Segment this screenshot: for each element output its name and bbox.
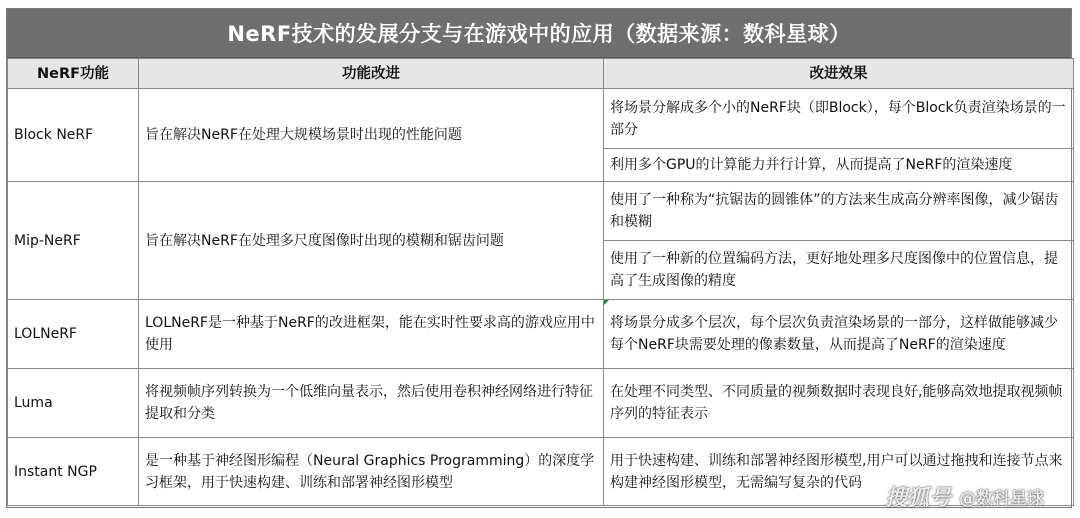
feature-cell: Luma <box>8 369 139 438</box>
feature-cell: Mip-NeRF <box>8 182 139 300</box>
effect-cell: 使用了一种称为“抗锯齿的圆锥体”的方法来生成高分辨率图像，减少锯齿和模糊 <box>604 182 1074 241</box>
header-feature: NeRF功能 <box>8 59 139 89</box>
improvement-cell: 旨在解决NeRF在处理大规模场景时出现的性能问题 <box>139 89 604 182</box>
effect-cell: 利用多个GPU的计算能力并行计算，从而提高了NeRF的渲染速度 <box>604 149 1074 182</box>
watermark-handle: @数科星球 <box>959 489 1044 509</box>
table-row <box>8 438 1074 506</box>
improvement-cell: LOLNeRF是一种基于NeRF的改进框架，能在实时性要求高的游戏应用中使用 <box>139 300 604 369</box>
header-effect: 改进效果 <box>604 59 1074 89</box>
feature-cell: Block NeRF <box>8 89 139 182</box>
table-row <box>8 369 1074 438</box>
improvement-cell: 是一种基于神经图形编程（Neural Graphics Programming）的深度学习框架，用于快速构建、训练和部署神经图形模型 <box>139 438 604 506</box>
feature-cell: LOLNeRF <box>8 300 139 369</box>
effect-cell: 在处理不同类型、不同质量的视频数据时表现良好,能够高效地提取视频帧序列的特征表示 <box>604 369 1074 438</box>
improvement-cell: 旨在解决NeRF在处理多尺度图像时出现的模糊和锯齿问题 <box>139 182 604 300</box>
effect-cell: 用于快速构建、训练和部署神经图形模型,用户可以通过拖拽和连接节点来构建神经图形模型，无需编写复杂的代码 <box>604 438 1074 506</box>
table-row <box>8 300 1074 369</box>
table-frame <box>6 8 1072 508</box>
watermark-logo: 搜狐号 <box>884 486 951 511</box>
effect-cell: 将场景分解成多个小的NeRF块（即Block），每个Block负责渲染场景的一部分 <box>604 89 1074 149</box>
table-row <box>8 89 1074 149</box>
effect-cell: 将场景分成多个层次，每个层次负责渲染场景的一部分，这样做能够减少每个NeRF块需要处理的像素数量，从而提高了NeRF的渲染速度 <box>604 300 1074 369</box>
header-row <box>8 59 1074 89</box>
improvement-cell: 将视频帧序列转换为一个低维向量表示，然后使用卷积神经网络进行特征提取和分类 <box>139 369 604 438</box>
cell-corner-marker <box>604 300 609 305</box>
nerf-table <box>7 58 1074 506</box>
table-row <box>8 182 1074 241</box>
header-improvement: 功能改进 <box>139 59 604 89</box>
effect-cell: 使用了一种新的位置编码方法，更好地处理多尺度图像中的位置信息，提高了生成图像的精度 <box>604 241 1074 300</box>
feature-cell: Instant NGP <box>8 438 139 506</box>
table-title: NeRF技术的发展分支与在游戏中的应用（数据来源：数科星球） <box>7 9 1071 58</box>
